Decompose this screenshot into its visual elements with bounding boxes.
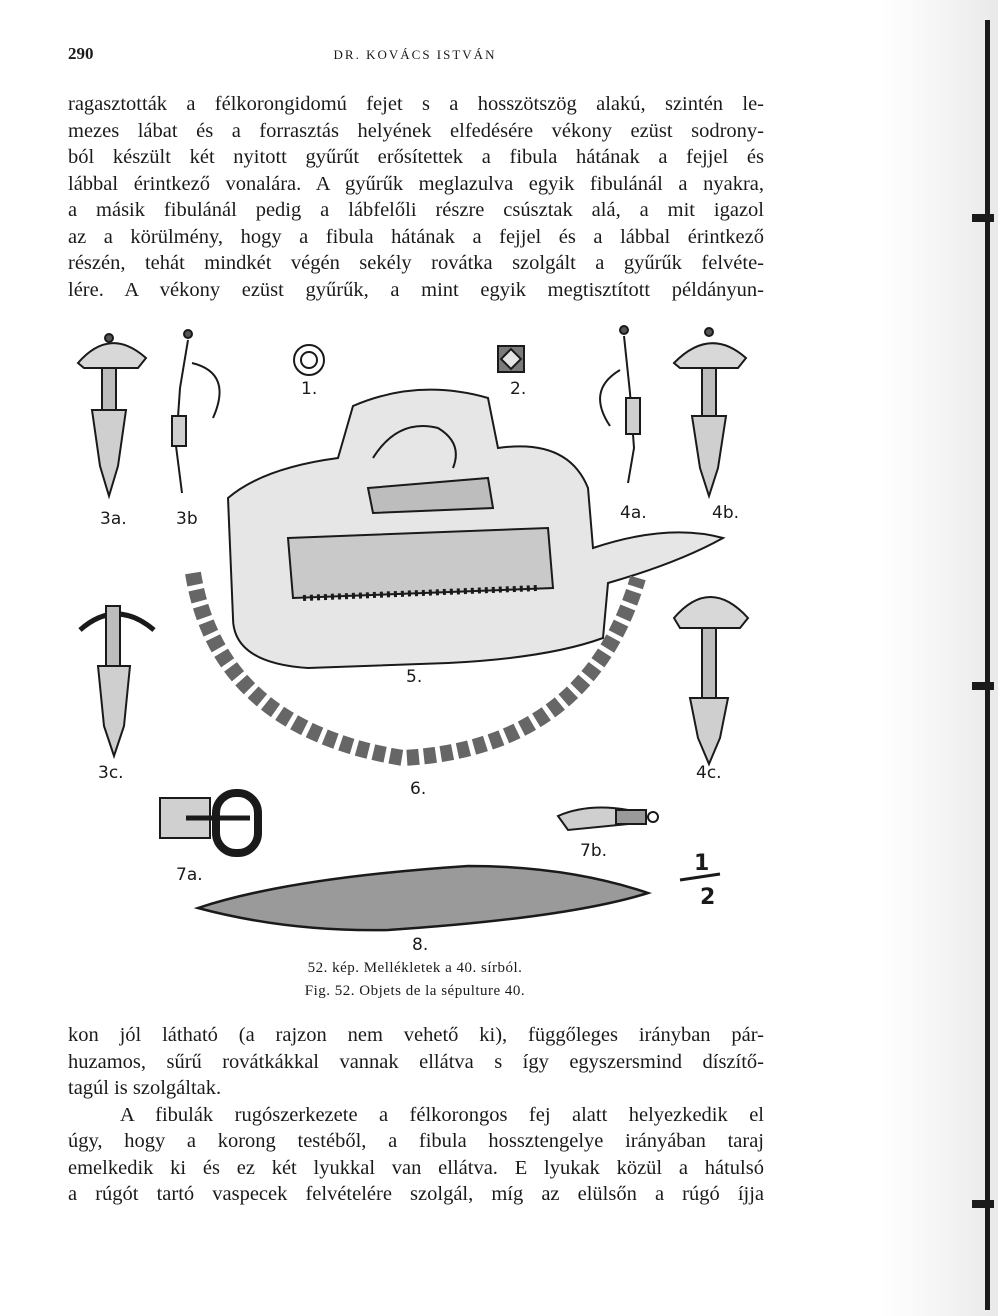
text-line: mezes lábat és a forrasztás helyének elfedésére vékony ezüst sodrony- bbox=[68, 119, 764, 142]
running-head: DR. KOVÁCS ISTVÁN bbox=[333, 47, 497, 62]
text-line: A fibulák rugószerkezete a félkorongos fej alatt helyezkedik el bbox=[120, 1103, 764, 1126]
label-7b: 7b. bbox=[580, 841, 608, 861]
fibula-3b-drawing bbox=[172, 330, 220, 493]
object-7b-drawing bbox=[558, 808, 658, 830]
label-2: 2. bbox=[510, 379, 527, 399]
text-line: az a körülmény, hogy a fibula hátának a fejjel és a lábbal érintkező bbox=[68, 225, 764, 248]
binding-tick bbox=[972, 682, 994, 690]
fibula-3c-drawing bbox=[80, 606, 154, 756]
label-4b: 4b. bbox=[712, 503, 740, 523]
fibula-4c-drawing bbox=[674, 597, 748, 764]
label-3c: 3c. bbox=[98, 763, 124, 783]
figure-caption-french: Fig. 52. Objets de la sépulture 40. bbox=[304, 983, 526, 999]
fibula-4a-drawing bbox=[600, 326, 640, 483]
text-line: részén, tehát mindkét végén sekély rovátka szolgált a gyűrűk felvéte- bbox=[68, 252, 764, 274]
knife-8-drawing bbox=[198, 866, 648, 930]
text-line: lábbal érintkező vonalára. A gyűrűk meglazulva egyik fibulánál a nyakra, bbox=[68, 172, 764, 195]
figure-caption-hungarian: 52. kép. Mellékletek a 40. sírból. bbox=[307, 960, 523, 976]
text-line: lére. A vékony ezüst gyűrűk, a mint egyik megtisztított példányun- bbox=[68, 278, 764, 301]
label-6: 6. bbox=[410, 779, 427, 799]
label-1: 1. bbox=[301, 379, 318, 399]
page-number: 290 bbox=[68, 44, 94, 63]
text-line: a másik fibulánál pedig a lábfelőli részre csúsztak alá, a mit igazol bbox=[68, 199, 764, 221]
figure-52 bbox=[68, 318, 764, 958]
binding-tick bbox=[972, 214, 994, 222]
text-line: ból készült két nyitott gyűrűt erősítettek a fibula hátának a fejjel és bbox=[68, 146, 764, 168]
text-line: tagúl is szolgáltak. bbox=[68, 1077, 222, 1099]
label-3a: 3a. bbox=[100, 509, 127, 529]
text-line: úgy, hogy a korong testéből, a fibula hossztengelye irányában taraj bbox=[68, 1130, 764, 1152]
label-3b: 3b bbox=[176, 509, 198, 529]
text-line: ragasztották a félkorongidomú fejet s a hosszötszög alakú, szintén le- bbox=[68, 93, 764, 115]
scale-denominator: 2 bbox=[700, 885, 716, 910]
fibula-4b-drawing bbox=[674, 328, 746, 496]
text-line: kon jól látható (a rajzon nem vehető ki), függőleges irányban pár- bbox=[68, 1024, 764, 1046]
text-line: emelkedik ki és ez két lyukkal van ellátva. E lyukak közül a hátulsó bbox=[68, 1156, 764, 1179]
body-text-top bbox=[68, 91, 764, 303]
binding-tick bbox=[972, 1200, 994, 1208]
label-7a: 7a. bbox=[176, 865, 203, 885]
fibula-3a-drawing bbox=[78, 334, 146, 496]
scale-numerator: 1 bbox=[694, 851, 710, 876]
page-edge-shadow bbox=[880, 0, 998, 1316]
figure-illustration bbox=[68, 318, 764, 958]
text-line: huzamos, sűrű rovátkákkal vannak ellátva s így egyszersmind díszítő- bbox=[68, 1050, 764, 1073]
body-text-bottom bbox=[68, 1022, 764, 1208]
label-4a: 4a. bbox=[620, 503, 647, 523]
text-line: a rúgót tartó vaspecek felvételére szolgál, míg az elülsőn a rúgó íjja bbox=[68, 1183, 764, 1205]
label-4c: 4c. bbox=[696, 763, 722, 783]
label-8: 8. bbox=[412, 935, 429, 955]
block-5-drawing bbox=[228, 390, 723, 668]
buckle-7a-drawing bbox=[160, 793, 258, 853]
label-5: 5. bbox=[406, 667, 423, 687]
